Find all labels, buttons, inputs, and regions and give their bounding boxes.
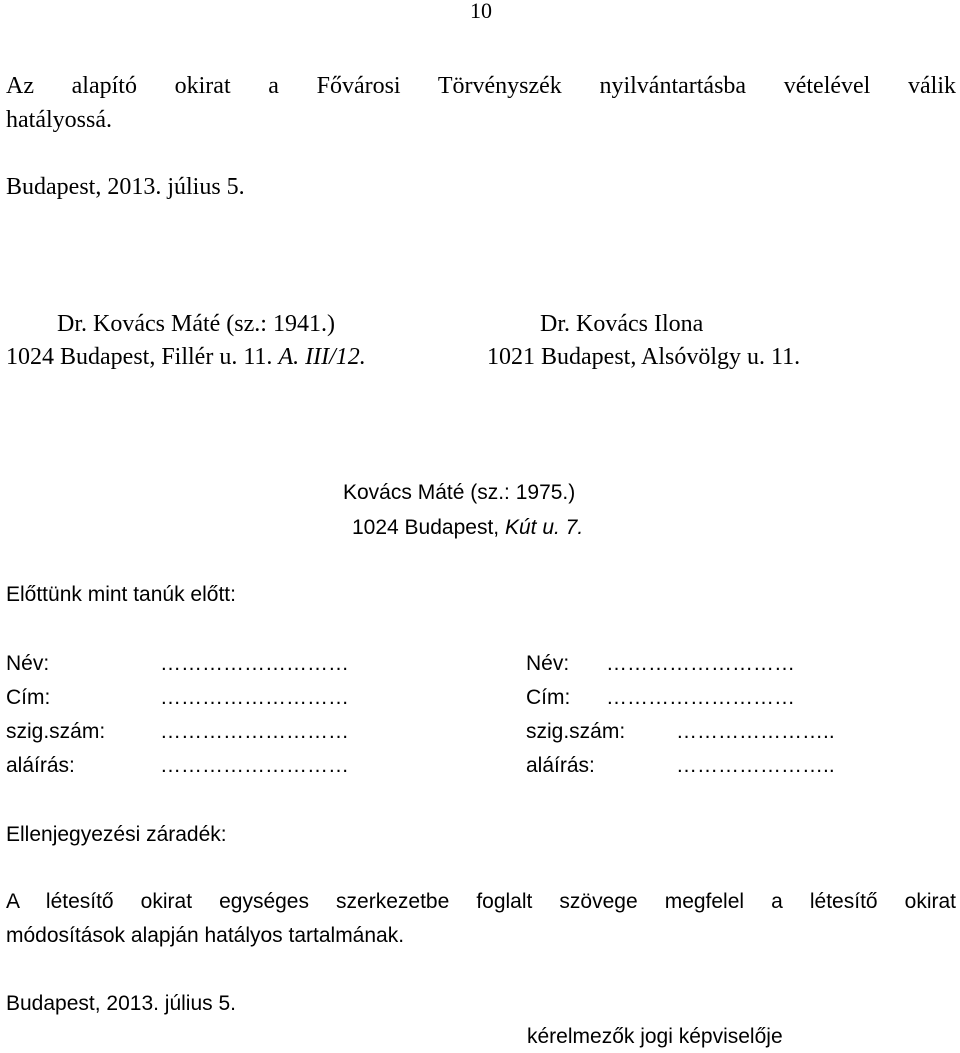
signatory-2-address: 1021 Budapest, Alsóvölgy u. 11. xyxy=(487,344,801,370)
witness-left-dots-signature: ……………………… xyxy=(160,754,349,777)
witness-right-dots-name: ……………………… xyxy=(606,652,795,675)
signatory-1-address-plain: 1024 Budapest, Fillér u. 11. xyxy=(6,344,279,370)
witness-right-label-id: szig.szám: xyxy=(526,720,626,743)
intro-line-2: hatályossá. xyxy=(6,107,112,133)
witness-left-label-signature: aláírás: xyxy=(6,754,75,777)
witness-right-dots-id: ………………….. xyxy=(676,720,835,743)
witness-right-label-signature: aláírás: xyxy=(526,754,595,777)
witness-left-label-address: Cím: xyxy=(6,686,51,709)
signatory-1-address-italic: A. III/12. xyxy=(278,344,366,370)
signatory-3-address xyxy=(352,517,583,538)
signatory-3-address-italic: Kút u. 7. xyxy=(504,516,584,539)
page-number: 10 xyxy=(470,0,492,23)
date-2: Budapest, 2013. július 5. xyxy=(6,992,236,1015)
witness-right-label-address: Cím: xyxy=(526,686,571,709)
date-1: Budapest, 2013. július 5. xyxy=(6,174,245,200)
witness-left-dots-name: ……………………… xyxy=(160,652,349,675)
witness-left-dots-id: ……………………… xyxy=(160,720,349,743)
representative-caption: kérelmezők jogi képviselője xyxy=(527,1025,783,1048)
witness-left-label-id: szig.szám: xyxy=(6,720,106,743)
witness-left-label-name: Név: xyxy=(6,652,50,675)
signatory-1-address xyxy=(6,345,366,369)
witnesses-heading: Előttünk mint tanúk előtt: xyxy=(6,583,236,606)
witness-right-dots-address: ……………………… xyxy=(606,686,795,709)
signatory-1-name: Dr. Kovács Máté (sz.: 1941.) xyxy=(57,311,335,337)
witness-right-label-name: Név: xyxy=(526,652,570,675)
witness-left-dots-address: ……………………… xyxy=(160,686,349,709)
witness-right-dots-signature: ………………….. xyxy=(676,754,835,777)
countersign-heading: Ellenjegyezési záradék: xyxy=(6,823,227,846)
countersign-line-1: A létesítő okirat egységes szerkezetbe foglalt szövege megfelel a létesítő okirat xyxy=(6,890,956,913)
signatory-3-name: Kovács Máté (sz.: 1975.) xyxy=(343,481,576,504)
signatory-3-address-plain: 1024 Budapest, xyxy=(352,516,505,539)
countersign-line-2: módosítások alapján hatályos tartalmának. xyxy=(6,924,405,947)
intro-line-1: Az alapító okirat a Fővárosi Törvényszék nyilvántartásba vételével válik xyxy=(6,73,956,99)
signatory-2-name: Dr. Kovács Ilona xyxy=(540,311,704,337)
